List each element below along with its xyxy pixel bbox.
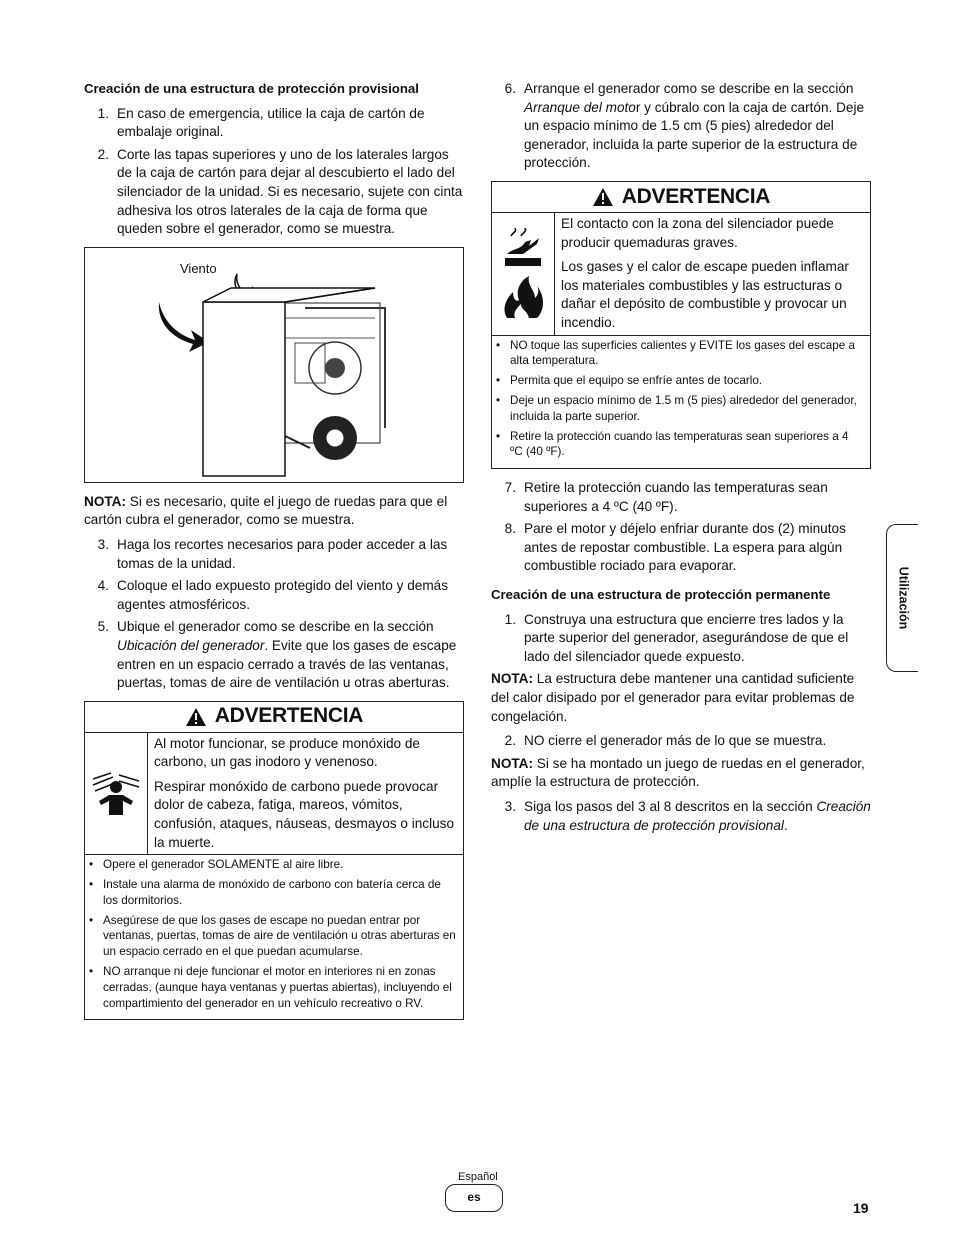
warning-bullet-list <box>85 855 463 1019</box>
warning-paragraph: Al motor funcionar, se produce monóxido de carbono, un gas inodoro y venenoso. <box>154 735 420 770</box>
text-run: r y cúbralo con la caja de cartón. Deje un espacio mínimo de 1.5 cm (5 pies) alrededor del generador, incluida la parte superior de la estructura de protección. <box>524 99 865 171</box>
list-item <box>84 536 464 573</box>
chapter-tab-label: Utilización <box>895 566 910 630</box>
list-number: 6. <box>504 81 516 96</box>
list-number: 2. <box>504 733 516 749</box>
list-text: Haga los recortes necesarios para poder acceder a las tomas de la unidad. <box>117 536 448 571</box>
list-text <box>524 798 871 835</box>
warning-title: ADVERTENCIA <box>214 704 364 728</box>
list-number: 4. <box>97 578 109 594</box>
language-code-badge: es <box>445 1184 503 1212</box>
list-number: 7. <box>504 480 516 496</box>
list-text: En caso de emergencia, utilice la caja de cartón de embalaje original. <box>117 105 425 140</box>
list-item <box>84 577 464 614</box>
warning-header <box>85 702 463 733</box>
figure-label-wind: Viento <box>180 260 217 276</box>
list-text: Retire la protección cuando las temperaturas sean superiores a 4 ºC (40 ºF). <box>524 480 828 514</box>
bullet-dot: • <box>89 965 94 979</box>
left-column <box>84 80 464 1030</box>
warning-header <box>492 182 870 213</box>
list-text: NO cierre el generador más de lo que se muestra. <box>524 733 827 749</box>
bullet-dot: • <box>496 338 501 352</box>
bullet-text: NO toque las superficies calientes y EVITE los gases del escape a alta temperatura. <box>510 338 855 368</box>
bullet-text: Retire la protección cuando las temperaturas sean superiores a 4 ºC (40 ºF). <box>510 429 849 459</box>
warning-paragraph: Los gases y el calor de escape pueden inflamar los materiales combustibles y las estructuras o dañar el depósito de combustible y provocar un incendio. <box>561 259 849 330</box>
page-number: 19 <box>853 1200 869 1216</box>
generator-cover-illustration <box>84 247 464 483</box>
note-label: NOTA: <box>491 671 534 687</box>
warning-bullet <box>89 913 457 960</box>
chapter-side-tab <box>886 524 918 672</box>
bullet-text: NO arranque ni deje funcionar el motor en interiores ni en zonas cerradas, (aunque haya ventanas y puertas abiertas), incluyendo el compartimiento del generador en un vehículo recreativo o RV. <box>103 965 452 1010</box>
warning-bullet <box>89 877 457 909</box>
bullet-dot: • <box>89 858 94 872</box>
list-number: 5. <box>97 619 109 635</box>
list-text: Coloque el lado expuesto protegido del viento y demás agentes atmosféricos. <box>117 578 449 612</box>
list-item <box>84 618 464 692</box>
list-item <box>491 798 871 835</box>
warning-triangle-icon <box>592 187 614 207</box>
bullet-text: Permita que el equipo se enfríe antes de tocarlo. <box>510 374 763 388</box>
bullet-dot: • <box>496 393 501 407</box>
text-run: Ubique el generador como se describe en la sección <box>117 619 434 635</box>
section-reference: Creación de una estructura de protección provisional <box>524 799 871 833</box>
warning-bullet <box>496 338 864 370</box>
warning-body <box>85 733 463 856</box>
note-paragraph <box>491 755 871 792</box>
toxic-fumes-icon <box>91 771 141 815</box>
warning-triangle-icon <box>185 707 207 727</box>
warning-text-cell <box>555 213 870 335</box>
section-heading-permanent: Creación de una estructura de protección permanente <box>491 587 831 603</box>
warning-paragraph: El contacto con la zona del silenciador puede producir quemaduras graves. <box>561 215 834 250</box>
text-run: Arranque el generador como se describe en la sección <box>524 81 854 96</box>
list-text: Construya una estructura que encierre tres lados y la parte superior del generador, asegurándose de que el lado del silenciador quede expuesto. <box>524 611 849 664</box>
hot-surface-icon <box>501 228 545 268</box>
bullet-text: Asegúrese de que los gases de escape no puedan entrar por ventanas, puertas, tomas de aire de ventilación u otras aberturas en un espacio cerrado en el que puedan acumularse. <box>103 913 456 959</box>
warning-icon-cell <box>85 733 148 855</box>
generator-box-drawing <box>85 248 462 481</box>
note-paragraph <box>84 493 464 530</box>
warning-paragraph: Respirar monóxido de carbono puede provocar dolor de cabeza, fatiga, mareos, vómitos, confusión, ataques, náuseas, desmayos o incluso la muerte. <box>154 778 455 850</box>
list-number: 3. <box>504 799 516 815</box>
list-item <box>491 611 871 667</box>
note-text: Si se ha montado un juego de ruedas en el generador, amplíe la estructura de protección. <box>491 755 865 790</box>
list-text <box>524 80 871 173</box>
bullet-dot: • <box>496 374 501 388</box>
section-heading-provisional: Creación de una estructura de protección provisional <box>84 81 419 96</box>
section-reference: Arranque del moto <box>524 99 636 115</box>
warning-body <box>492 213 870 336</box>
note-paragraph <box>491 670 871 726</box>
footer-language: Español <box>458 1171 498 1183</box>
list-text <box>117 618 464 692</box>
list-number: 2. <box>97 146 109 162</box>
note-label: NOTA: <box>491 755 534 771</box>
list-item <box>84 105 464 142</box>
bullet-dot: • <box>496 429 501 443</box>
list-text: Corte las tapas superiores y uno de los laterales largos de la caja de cartón para dejar al descubierto el lado del silenciador de la unidad. Si es necesario, sujete con cinta adhesiva los otros laterales de la caja de forma que queden sobre el generador, como se muestra. <box>117 146 463 237</box>
right-column <box>491 80 871 839</box>
bullet-text: Deje un espacio mínimo de 1.5 m (5 pies) alrededor del generador, incluida la parte superior. <box>510 393 857 423</box>
section-reference: Ubicación del generador <box>117 637 265 653</box>
warning-bullet-list <box>492 336 870 469</box>
list-item <box>491 520 871 576</box>
text-run: . Evite que los gases de escape entren en un espacio cerrado a través de las ventanas, puertas, tomas de aire de ventilación u otras aberturas. <box>117 637 457 691</box>
note-text: La estructura debe mantener una cantidad suficiente del calor disipado por el generador para evitar problemas de congelación. <box>491 671 855 724</box>
list-item <box>491 80 871 173</box>
warning-bullet <box>89 964 457 1011</box>
list-text: Pare el motor y déjelo enfriar durante dos (2) minutos antes de repostar combustible. La espera para algún combustible rociado para evaporar. <box>524 521 846 574</box>
list-item <box>491 479 871 516</box>
warning-text-cell <box>148 733 463 855</box>
bullet-dot: • <box>89 913 94 927</box>
fire-icon <box>501 274 545 320</box>
bullet-dot: • <box>89 878 94 892</box>
warning-bullet <box>496 429 864 461</box>
bullet-text: Opere el generador SOLAMENTE al aire libre. <box>103 858 344 872</box>
warning-box-carbon-monoxide <box>84 701 464 1021</box>
note-label: NOTA: <box>84 493 127 509</box>
warning-bullet <box>89 857 457 873</box>
text-run: Siga los pasos del 3 al 8 descritos en la sección <box>524 799 817 815</box>
list-item <box>84 146 464 239</box>
list-number: 3. <box>97 536 109 552</box>
note-text: Si es necesario, quite el juego de ruedas para que el cartón cubra el generador, como se muestra. <box>84 493 448 528</box>
list-number: 8. <box>504 521 516 537</box>
warning-box-hot-surfaces <box>491 181 871 469</box>
warning-title: ADVERTENCIA <box>621 184 771 208</box>
list-item <box>491 732 871 751</box>
warning-bullet <box>496 393 864 425</box>
list-number: 1. <box>504 611 516 627</box>
warning-icon-cell <box>492 213 555 335</box>
warning-bullet <box>496 373 864 389</box>
list-number: 1. <box>97 105 109 121</box>
bullet-text: Instale una alarma de monóxido de carbono con batería cerca de los dormitorios. <box>103 878 441 907</box>
text-run: . <box>783 817 788 833</box>
